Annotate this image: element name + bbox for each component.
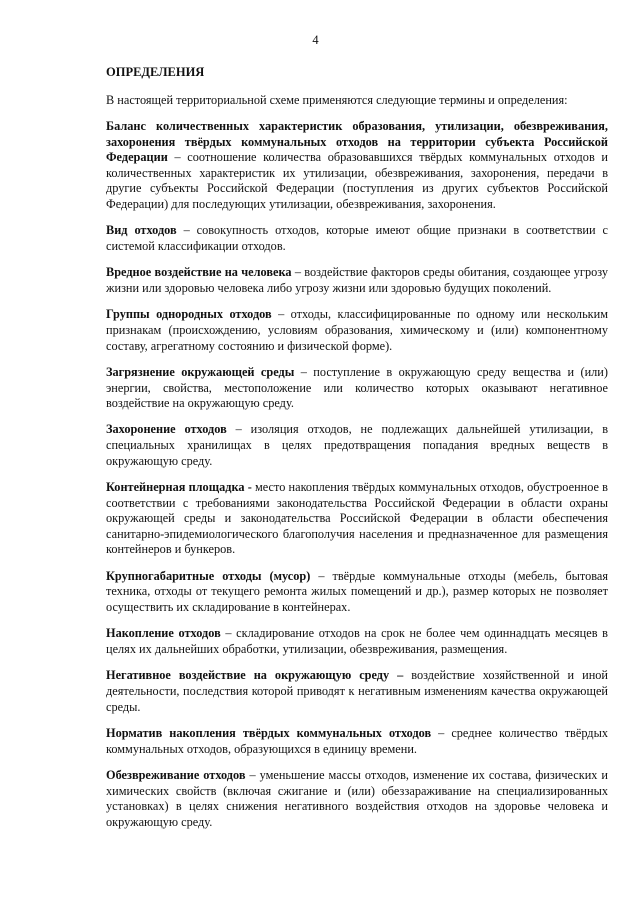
page-number: 4 — [312, 33, 319, 47]
definition-term: Обезвреживание отходов — [106, 767, 246, 782]
definition-entry — [106, 626, 608, 657]
definitions-section — [106, 64, 608, 841]
definition-entry — [106, 480, 608, 558]
definition-text: – отходы, классифицированные по одному или нескольким признакам (происхождению, условиям образования, химическому и (или) компонентному составу, агрегатному состоянию и физической форме). — [106, 307, 609, 353]
definition-entry — [106, 569, 608, 616]
definition-entry — [106, 365, 608, 412]
definition-text: – совокупность отходов, которые имеют общие признаки в соответствии с системой классификации отходов. — [106, 223, 608, 253]
definition-entry — [106, 768, 608, 830]
definition-text: – воздействие факторов среды обитания, создающее угрозу жизни или здоровью человека либо угрозу жизни или здоровью будущих поколений. — [106, 265, 608, 295]
definition-entry — [106, 307, 608, 354]
definition-text: – соотношение количества образовавшихся твёрдых коммунальных отходов и количественных характеристик их утилизации, обезвреживания, захоронения, передачи в другие субъекты Российской Федерации (поступления из других субъектов Российской Федерации) для последующих утилизации, обезвреживания, захоронения. — [106, 150, 608, 211]
definition-term: Контейнерная площадка - — [106, 480, 252, 495]
definition-term: Крупногабаритные отходы (мусор) — [106, 568, 311, 583]
definition-term: Загрязнение окружающей среды — [106, 364, 295, 379]
definition-text: – твёрдые коммунальные отходы (мебель, бытовая техника, отходы от текущего ремонта жилых помещений и др.), размер которых не позволяет осуществить их складирование в контейнерах. — [106, 568, 608, 615]
definition-text: – уменьшение массы отходов, изменение их состава, физических и химических свойств (включая сжигание и (или) обеззараживание на специализированных установках) в целях снижения негативного воздействия отходов на здоровье человека и окружающую среду. — [106, 767, 608, 829]
definition-entry — [106, 265, 608, 296]
definition-entry — [106, 668, 608, 715]
definition-text: – складирование отходов на срок не более чем одиннадцать месяцев в целях их дальнейших обработки, утилизации, обезвреживания, размещения. — [106, 626, 608, 656]
definition-text: – среднее количество твёрдых коммунальных отходов, образующихся в единицу времени. — [106, 725, 608, 756]
definition-term: Захоронение отходов — [106, 422, 227, 437]
definition-term: Баланс количественных характеристик образования, утилизации, обезвреживания, захоронения твёрдых коммунальных отходов на территории субъекта Российской Федерации — [106, 119, 608, 165]
definition-term: Группы однородных отходов — [106, 307, 272, 322]
definition-entry — [106, 422, 608, 469]
definition-text: – изоляция отходов, не подлежащих дальнейшей утилизации, в специальных хранилищах в целях предотвращения попадания вредных веществ в окружающую среду. — [106, 422, 608, 468]
intro-paragraph: В настоящей территориальной схеме применяются следующие термины и определения: — [106, 93, 568, 107]
section-heading: ОПРЕДЕЛЕНИЯ — [106, 65, 205, 79]
definition-entry — [106, 726, 608, 757]
definition-text: – поступление в окружающую среду вещества и (или) энергии, свойства, местоположение или количество которых оказывают негативное воздействие на окружающую среду. — [106, 364, 608, 411]
definition-text: воздействие хозяйственной и иной деятельности, последствия которой приводят к негативным изменениям качества окружающей среды. — [106, 668, 608, 714]
definition-term: Вредное воздействие на человека — [106, 265, 292, 280]
definition-entry — [106, 119, 608, 213]
definition-term: Вид отходов — [106, 223, 177, 238]
definition-term: Накопление отходов — [106, 626, 221, 641]
definition-term: Негативное воздействие на окружающую среду – — [106, 668, 404, 683]
definition-term: Норматив накопления твёрдых коммунальных отходов — [106, 725, 432, 740]
definition-text: место накопления твёрдых коммунальных отходов, обустроенное в соответствии с требованиями законодательства Российской Федерации в области охраны окружающей среды и законодательства Российской Федерации в области обеспечения санитарно-эпидемиологического благополучия населения и предназначенное для размещения контейнеров и бункеров. — [106, 480, 608, 557]
definition-entry — [106, 223, 608, 254]
